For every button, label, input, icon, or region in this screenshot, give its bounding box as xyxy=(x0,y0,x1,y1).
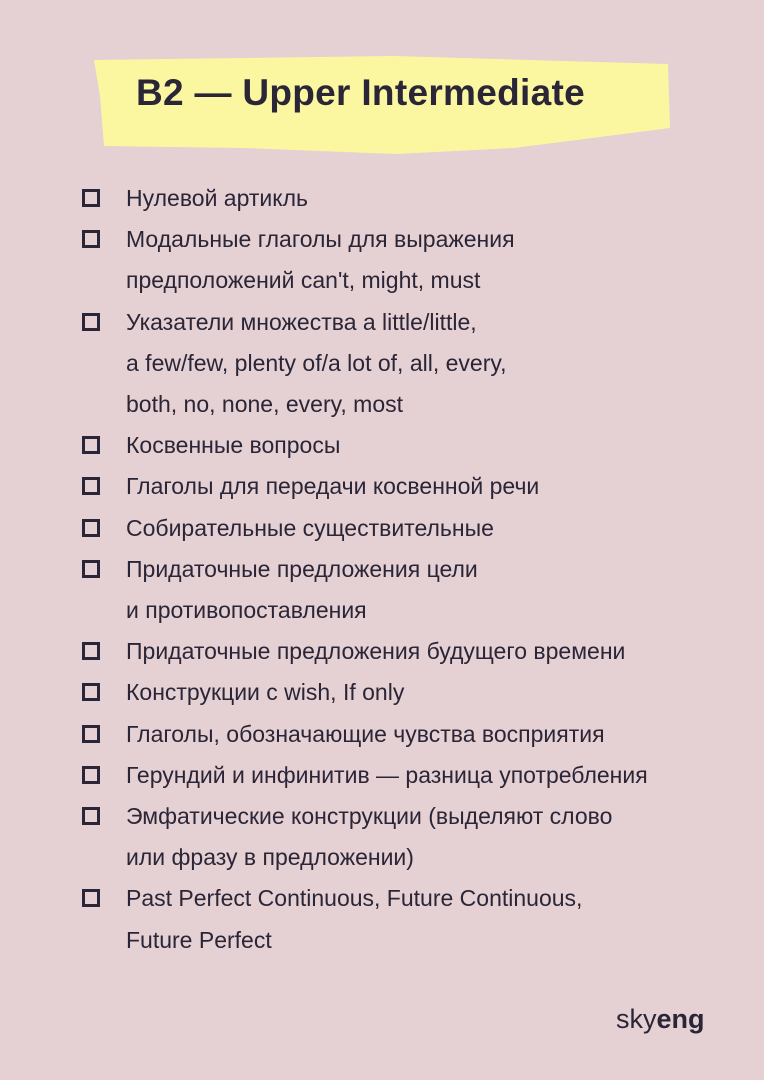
checklist-item-text xyxy=(126,302,507,426)
checklist-item-line: Придаточные предложения цели xyxy=(126,555,478,582)
checklist-item xyxy=(82,466,742,507)
checkbox[interactable] xyxy=(82,477,100,495)
checklist-item-line: Глаголы, обозначающие чувства восприятия xyxy=(126,720,605,747)
checklist-item-line: Придаточные предложения будущего времени xyxy=(126,638,626,665)
checklist-item-line: или фразу в предложении) xyxy=(126,844,414,871)
checkbox[interactable] xyxy=(82,642,100,660)
checklist-item-line: a few/few, plenty of/a lot of, all, every, xyxy=(126,349,507,376)
checklist-item-text xyxy=(126,219,515,301)
skyeng-logo xyxy=(616,1004,705,1035)
checklist-item xyxy=(82,508,742,549)
checklist-item-line: Past Perfect Continuous, Future Continuous, xyxy=(126,885,583,912)
checklist-item-line: Future Perfect xyxy=(126,926,272,953)
checklist-item-line: Эмфатические конструкции (выделяют слово xyxy=(126,803,613,830)
checkbox[interactable] xyxy=(82,189,100,207)
grammar-checklist xyxy=(82,178,742,961)
checkbox[interactable] xyxy=(82,766,100,784)
checkbox[interactable] xyxy=(82,560,100,578)
checklist-item xyxy=(82,672,742,713)
checklist-item-line: и противопоставления xyxy=(126,597,367,624)
checklist-item-line: Глаголы для передачи косвенной речи xyxy=(126,473,540,500)
checklist-item-text xyxy=(126,178,308,219)
checklist-item-line: Конструкции с wish, If only xyxy=(126,679,405,706)
checklist-item xyxy=(82,755,742,796)
checkbox[interactable] xyxy=(82,807,100,825)
checklist-item-text xyxy=(126,714,605,755)
title-banner xyxy=(94,56,670,154)
checkbox[interactable] xyxy=(82,889,100,907)
checklist-item-line: Косвенные вопросы xyxy=(126,432,341,459)
checklist-item-text xyxy=(126,508,494,549)
checklist-item-text xyxy=(126,796,612,878)
checklist-item-line: both, no, none, every, most xyxy=(126,391,404,418)
checklist-item xyxy=(82,631,742,672)
logo-text-light: sky xyxy=(616,1004,657,1034)
checklist-item-line: Герундий и инфинитив — разница употребления xyxy=(126,761,648,788)
checklist-item xyxy=(82,425,742,466)
checklist-item-line: Нулевой артикль xyxy=(126,185,308,211)
checkbox[interactable] xyxy=(82,313,100,331)
checklist-item-line: предположений can't, might, must xyxy=(126,267,481,294)
checklist-item xyxy=(82,302,742,426)
logo-text-bold: eng xyxy=(656,1004,705,1034)
checklist-item xyxy=(82,714,742,755)
checklist-item-line: Модальные глаголы для выражения xyxy=(126,226,515,253)
checklist-item-text xyxy=(126,631,625,672)
checklist-item-text xyxy=(126,425,340,466)
checklist-item xyxy=(82,796,742,878)
checklist-item xyxy=(82,178,742,219)
checklist-item-line: Указатели множества a little/little, xyxy=(126,308,477,335)
checkbox[interactable] xyxy=(82,436,100,454)
checklist-item-text xyxy=(126,755,648,796)
checkbox[interactable] xyxy=(82,519,100,537)
checklist-item-text xyxy=(126,466,539,507)
checklist-item xyxy=(82,219,742,301)
checkbox[interactable] xyxy=(82,230,100,248)
checklist-item-text xyxy=(126,672,404,713)
checklist-item xyxy=(82,878,742,960)
checkbox[interactable] xyxy=(82,683,100,701)
checklist-item-text xyxy=(126,878,582,960)
checkbox[interactable] xyxy=(82,725,100,743)
checklist-item xyxy=(82,549,742,631)
checklist-item-line: Собирательные существительные xyxy=(126,514,494,541)
page-title: B2 — Upper Intermediate xyxy=(136,72,585,113)
checklist-item-text xyxy=(126,549,478,631)
